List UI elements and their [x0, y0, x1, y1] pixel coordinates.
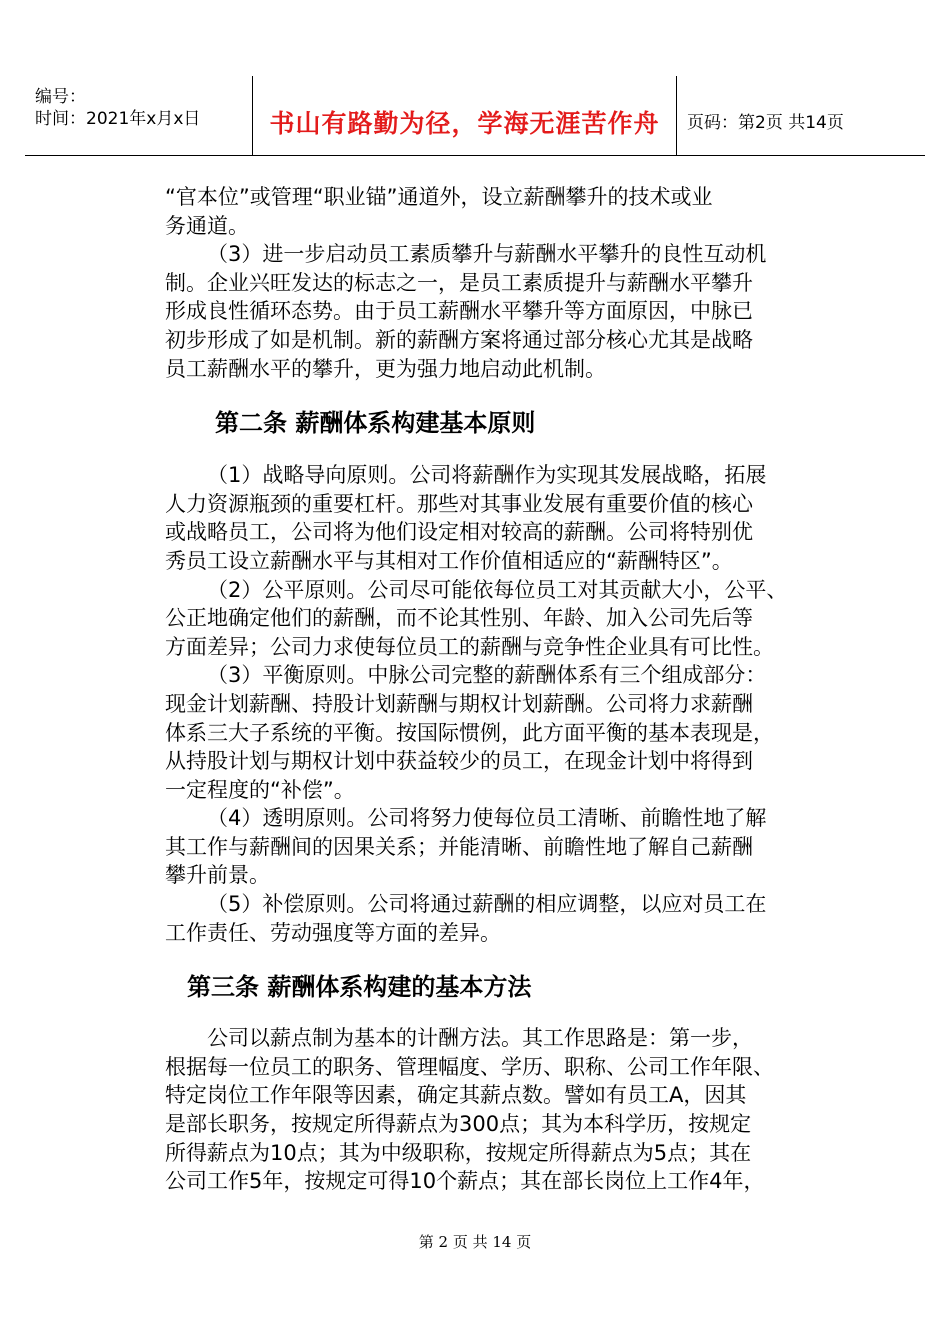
text-line: 从持股计划与期权计划中获益较少的员工，在现金计划中将得到 [165, 749, 753, 774]
section-heading-article-2: 第二条 薪酬体系构建基本原则 [215, 409, 536, 438]
text-line: “官本位”或管理“职业锚”通道外，设立薪酬攀升的技术或业 [165, 185, 713, 209]
document-time-label: 时间：2021年x月x日 [35, 109, 201, 129]
text-line: 所得薪点为10点；其为中级职称，按规定所得薪点为5点；其在 [165, 1140, 752, 1165]
text-line: 现金计划薪酬、持股计划薪酬与期权计划薪酬。公司将力求薪酬 [165, 691, 753, 716]
page-footer: 第 2 页 共 14 页 [418, 1233, 532, 1251]
principle-compensation [165, 890, 795, 947]
principle-fairness [165, 576, 795, 662]
text-line: 体系三大子系统的平衡。按国际惯例，此方面平衡的基本表现是， [165, 720, 774, 745]
paragraph-item-3 [165, 240, 795, 383]
text-line: 公正地确定他们的薪酬，而不论其性别、年龄、加入公司先后等 [165, 606, 753, 631]
text-line: 务通道。 [165, 213, 249, 238]
text-line: 其工作与薪酬间的因果关系；并能清晰、前瞻性地了解自己薪酬 [165, 834, 753, 859]
text-line: （1）战略导向原则。公司将薪酬作为实现其发展战略，拓展 [207, 463, 767, 488]
text-line: 公司以薪点制为基本的计酬方法。其工作思路是：第一步， [207, 1026, 753, 1051]
text-line: 员工薪酬水平的攀升，更为强力地启动此机制。 [165, 356, 606, 381]
header-motto: 书山有路勤为径，学海无涯苦作舟 [269, 109, 660, 138]
header-page-label: 页码：第2页 共14页 [687, 113, 844, 133]
text-line: 人力资源瓶颈的重要杠杆。那些对其事业发展有重要价值的核心 [165, 491, 753, 516]
paragraph-method [165, 1024, 795, 1196]
principle-transparency [165, 804, 795, 890]
header-info-cell [25, 76, 253, 155]
text-line: （3）平衡原则。中脉公司完整的薪酬体系有三个组成部分： [207, 663, 767, 688]
text-line: 一定程度的“补偿”。 [165, 777, 355, 802]
text-line: 方面差异；公司力求使每位员工的薪酬与竞争性企业具有可比性。 [165, 634, 774, 659]
text-line: 或战略员工，公司将为他们设定相对较高的薪酬。公司将特别优 [165, 520, 753, 545]
text-line: 制。企业兴旺发达的标志之一，是员工素质提升与薪酬水平攀升 [165, 270, 753, 295]
text-line: （5）补偿原则。公司将通过薪酬的相应调整，以应对员工在 [207, 892, 767, 917]
text-line: 攀升前景。 [165, 863, 270, 888]
document-number-label: 编号： [35, 87, 86, 107]
text-line: 根据每一位员工的职务、管理幅度、学历、职称、公司工作年限、 [165, 1054, 774, 1079]
section-heading-article-3: 第三条 薪酬体系构建的基本方法 [187, 973, 532, 1002]
text-line: 秀员工设立薪酬水平与其相对工作价值相适应的“薪酬特区”。 [165, 548, 733, 573]
document-body [165, 183, 795, 1196]
text-line: 初步形成了如是机制。新的薪酬方案将通过部分核心尤其是战略 [165, 327, 753, 352]
principle-balance [165, 661, 795, 804]
paragraph-continued [165, 183, 795, 240]
text-line: 工作责任、劳动强度等方面的差异。 [165, 920, 501, 945]
principle-strategic [165, 461, 795, 575]
text-line: 是部长职务，按规定所得薪点为300点；其为本科学历，按规定 [165, 1112, 752, 1137]
text-line: 公司工作5年，按规定可得10个薪点；其在部长岗位上工作4年， [165, 1169, 765, 1194]
text-line: （4）透明原则。公司将努力使每位员工清晰、前瞻性地了解 [207, 806, 767, 831]
header-motto-cell [253, 76, 677, 155]
document-header [25, 76, 925, 156]
text-line: 形成良性循环态势。由于员工薪酬水平攀升等方面原因，中脉已 [165, 299, 753, 324]
text-line: 特定岗位工作年限等因素，确定其薪点数。譬如有员工A，因其 [165, 1083, 747, 1108]
text-line: （2）公平原则。公司尽可能依每位员工对其贡献大小，公平、 [207, 577, 788, 602]
header-page-cell [677, 76, 925, 155]
text-line: （3）进一步启动员工素质攀升与薪酬水平攀升的良性互动机 [207, 242, 767, 267]
